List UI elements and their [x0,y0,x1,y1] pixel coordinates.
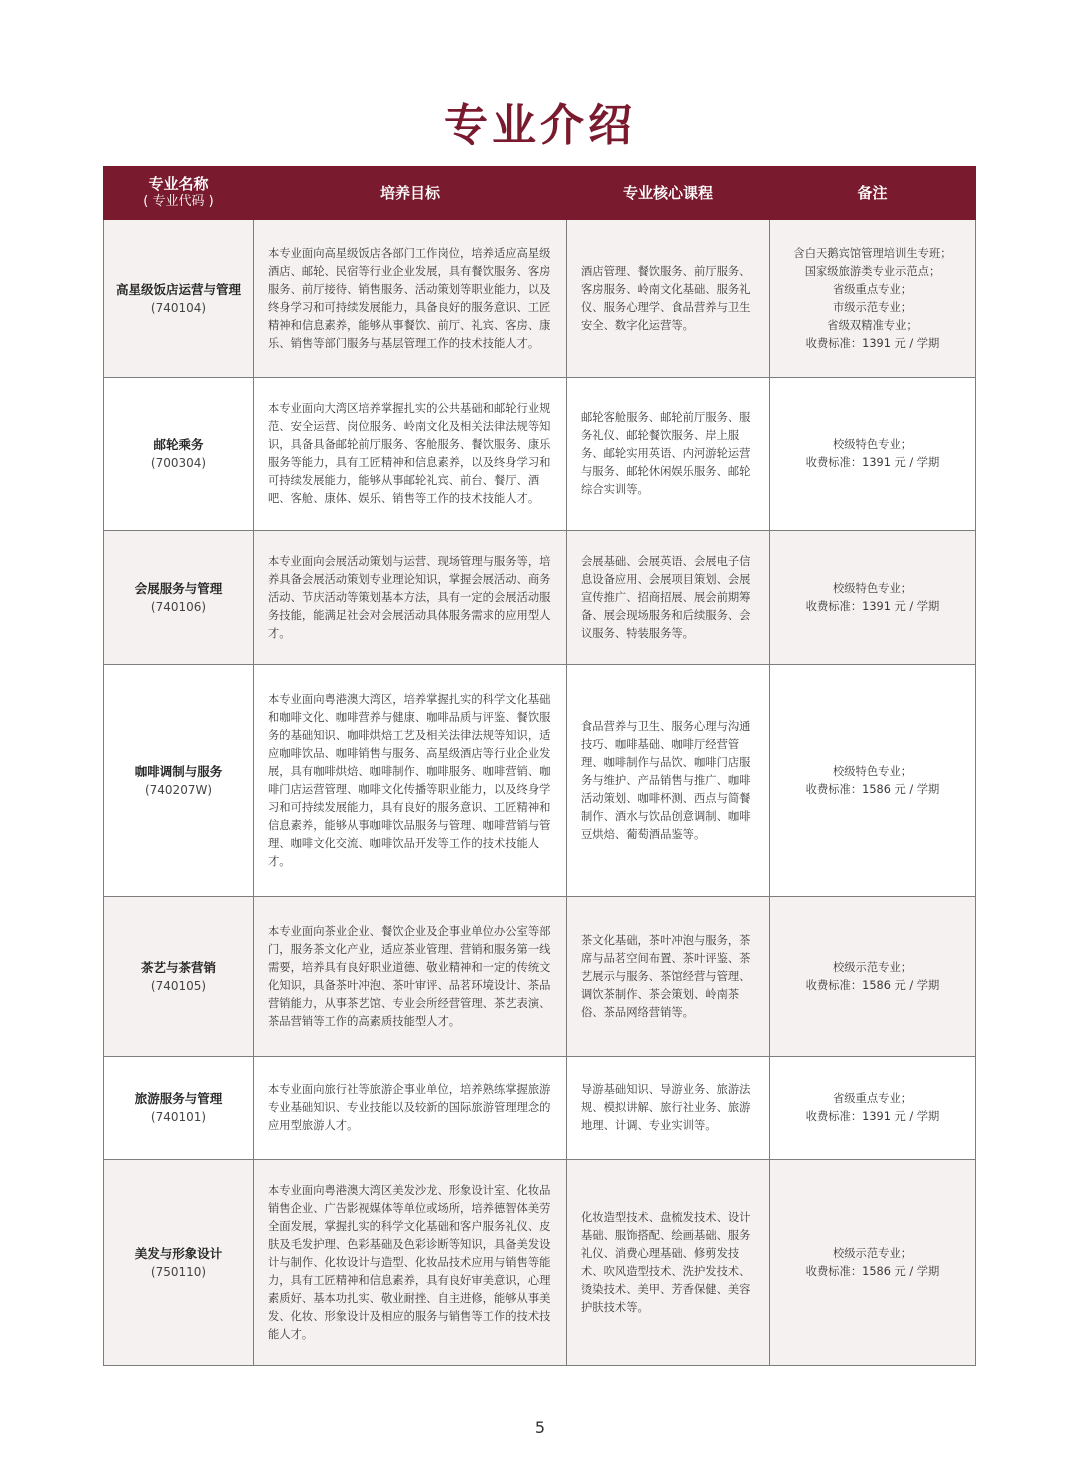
table-row [104,1057,976,1160]
header-name-label: 专业名称 [148,175,209,193]
header-notes: 备注 [770,167,976,220]
major-name-cell [104,1057,254,1160]
note-line: 校级特色专业； [832,581,913,595]
core-courses: 食品营养与卫生、服务心理与沟通技巧、咖啡基础、咖啡厅经营管理、咖啡制作与品饮、咖啡门店服务与维护、产品销售与推广、咖啡活动策划、咖啡杯测、西点与简餐制作、酒水与饮品创意调制、咖啡豆烘焙、葡萄酒品鉴等。 [567,665,770,897]
note-line: 校级特色专业； [832,438,913,451]
major-code: (740104) [150,300,207,315]
major-code: (750110) [150,1264,207,1279]
note-line: 省级重点专业； [832,282,913,296]
major-name: 茶艺与茶营销 [140,959,216,975]
notes-cell [770,531,976,665]
major-name: 高星级饭店运营与管理 [115,281,241,297]
major-code: (740101) [150,1110,207,1124]
training-goal: 本专业面向旅行社等旅游企事业单位，培养熟练掌握旅游专业基础知识、专业技能以及较新的国际旅游管理理念的应用型旅游人才。 [254,1057,567,1160]
training-goal: 本专业面向粤港澳大湾区美发沙龙、形象设计室、化妆品销售企业、广告影视媒体等单位或场所，培养德智体美劳全面发展，掌握扎实的科学文化基础和客户服务礼仪、皮肤及毛发护理、色彩基础及色彩诊断等知识，具备美发设计与制作、化妆设计与造型、化妆品技术应用与销售等能力，具有工匠精神和信息素养，具有良好审美意识，心理素质好、基本功扎实、敬业耐挫、自主进修，能够从事美发、化妆、形象设计及相应的服务与销售等工作的技术技能人才。 [254,1160,567,1366]
training-goal: 本专业面向茶业企业、餐饮企业及企事业单位办公室等部门，服务茶文化产业，适应茶业管理、营销和服务第一线需要，培养具有良好职业道德、敬业精神和一定的传统文化知识，具备茶叶冲泡、茶叶审评、品茗环境设计、茶品营销能力，从事茶艺馆、专业会所经营管理、茶艺表演、茶品营销等工作的高素质技能型人才。 [254,897,567,1057]
notes-cell [770,897,976,1057]
table-row [104,220,976,378]
major-name-cell [104,897,254,1057]
major-code: (740207W) [144,782,213,797]
header-courses: 专业核心课程 [567,167,770,220]
major-name-cell [104,220,254,378]
training-goal: 本专业面向高星级饭店各部门工作岗位，培养适应高星级酒店、邮轮、民宿等行业企业发展，具有餐饮服务、客房服务、前厅接待、销售服务、活动策划等职业能力，以及终身学习和可持续发展能力，具备良好的服务意识、工匠精神和信息素养，能够从事餐饮、前厅、礼宾、客房、康乐、销售等部门服务与基层管理工作的技术技能人才。 [254,220,567,378]
note-line: 校级示范专业； [832,1246,913,1260]
note-line: 收费标准：1586 元 / 学期 [805,1264,940,1278]
notes-cell [770,1160,976,1366]
core-courses: 导游基础知识、导游业务、旅游法规、模拟讲解、旅行社业务、旅游地理、计调、专业实训等。 [567,1057,770,1160]
major-name-cell [104,531,254,665]
header-goal: 培养目标 [254,167,567,220]
note-line: 收费标准：1391 元 / 学期 [805,456,940,469]
table-row [104,1160,976,1366]
note-line: 收费标准：1586 元 / 学期 [805,782,940,796]
major-code: (740105) [150,978,207,993]
major-name: 美发与形象设计 [134,1245,223,1261]
table-row [104,378,976,531]
core-courses: 会展基础、会展英语、会展电子信息设备应用、会展项目策划、会展宣传推广、招商招展、展会前期筹备、展会现场服务和后续服务、会议服务、特装服务等。 [567,531,770,665]
training-goal: 本专业面向会展活动策划与运营、现场管理与服务等，培养具备会展活动策划专业理论知识，掌握会展活动、商务活动、节庆活动等策划基本方法，具有一定的会展活动服务技能，能满足社会对会展活动具体服务需求的应用型人才。 [254,531,567,665]
note-line: 收费标准：1391 元 / 学期 [805,599,940,613]
page-number: 5 [534,1418,546,1437]
table-row [104,531,976,665]
note-line: 校级示范专业； [832,960,913,974]
note-line: 收费标准：1391 元 / 学期 [805,336,940,350]
table-header-row [104,167,976,220]
core-courses: 茶文化基础，茶叶冲泡与服务，茶席与品茗空间布置、茶叶评鉴、茶艺展示与服务、茶馆经营与管理、调饮茶制作、茶会策划、岭南茶俗、茶品网络营销等。 [567,897,770,1057]
header-name-sub: ( 专业代码 ) [143,194,214,209]
note-line: 收费标准：1586 元 / 学期 [805,978,940,992]
header-name [104,167,254,220]
note-line: 校级特色专业； [832,764,913,778]
page-title: 专业介绍 [444,100,636,151]
major-name: 旅游服务与管理 [134,1091,223,1106]
notes-cell [770,378,976,531]
major-code: (740106) [150,599,207,614]
note-line: 含白天鹅宾馆管理培训生专班； [793,246,952,260]
training-goal: 本专业面向大湾区培养掌握扎实的公共基础和邮轮行业规范、安全运营、岗位服务、岭南文化及相关法律法规等知识，具备具备邮轮前厅服务、客舱服务、餐饮服务、康乐服务等能力，具有工匠精神和信息素养，以及终身学习和可持续发展能力，能够从事邮轮礼宾、前台、餐厅、酒吧、客舱、康体、娱乐、销售等工作的技术技能人才。 [254,378,567,531]
major-name-cell [104,1160,254,1366]
majors-table [103,166,976,1366]
table-row [104,897,976,1057]
notes-cell [770,220,976,378]
major-name: 邮轮乘务 [153,437,204,452]
core-courses: 邮轮客舱服务、邮轮前厅服务、服务礼仪、邮轮餐饮服务、岸上服务、邮轮实用英语、内河游轮运营与服务、邮轮休闲娱乐服务、邮轮综合实训等。 [567,378,770,531]
major-code: (700304) [150,456,207,470]
note-line: 省级双精准专业； [827,318,918,332]
note-line: 收费标准：1391 元 / 学期 [805,1110,940,1123]
training-goal: 本专业面向粤港澳大湾区，培养掌握扎实的科学文化基础和咖啡文化、咖啡营养与健康、咖啡品质与评鉴、餐饮服务的基础知识、咖啡烘焙工艺及相关法律法规等知识，适应咖啡饮品、咖啡销售与服务、高星级酒店等行业企业发展，具有咖啡烘焙、咖啡制作、咖啡服务、咖啡营销、咖啡门店运营管理、咖啡文化传播等职业能力，以及终身学习和可持续发展能力，具有良好的服务意识、工匠精神和信息素养，能够从事咖啡饮品服务与管理、咖啡营销与管理、咖啡文化交流、咖啡饮品开发等工作的技术技能人才。 [254,665,567,897]
note-line: 省级重点专业； [832,1092,913,1105]
major-name: 会展服务与管理 [134,580,223,596]
major-name-cell [104,378,254,531]
notes-cell [770,665,976,897]
core-courses: 化妆造型技术、盘梳发技术、设计基础、服饰搭配、绘画基础、服务礼仪、消费心理基础、修剪发技术、吹风造型技术、洗护发技术、烫染技术、美甲、芳香保健、美容护肤技术等。 [567,1160,770,1366]
note-line: 国家级旅游类专业示范点； [804,264,941,278]
notes-cell [770,1057,976,1160]
major-name: 咖啡调制与服务 [134,763,223,779]
core-courses: 酒店管理、餐饮服务、前厅服务、客房服务、岭南文化基础、服务礼仪、服务心理学、食品营养与卫生安全、数字化运营等。 [567,220,770,378]
note-line: 市级示范专业； [832,300,913,314]
table-row [104,665,976,897]
major-name-cell [104,665,254,897]
